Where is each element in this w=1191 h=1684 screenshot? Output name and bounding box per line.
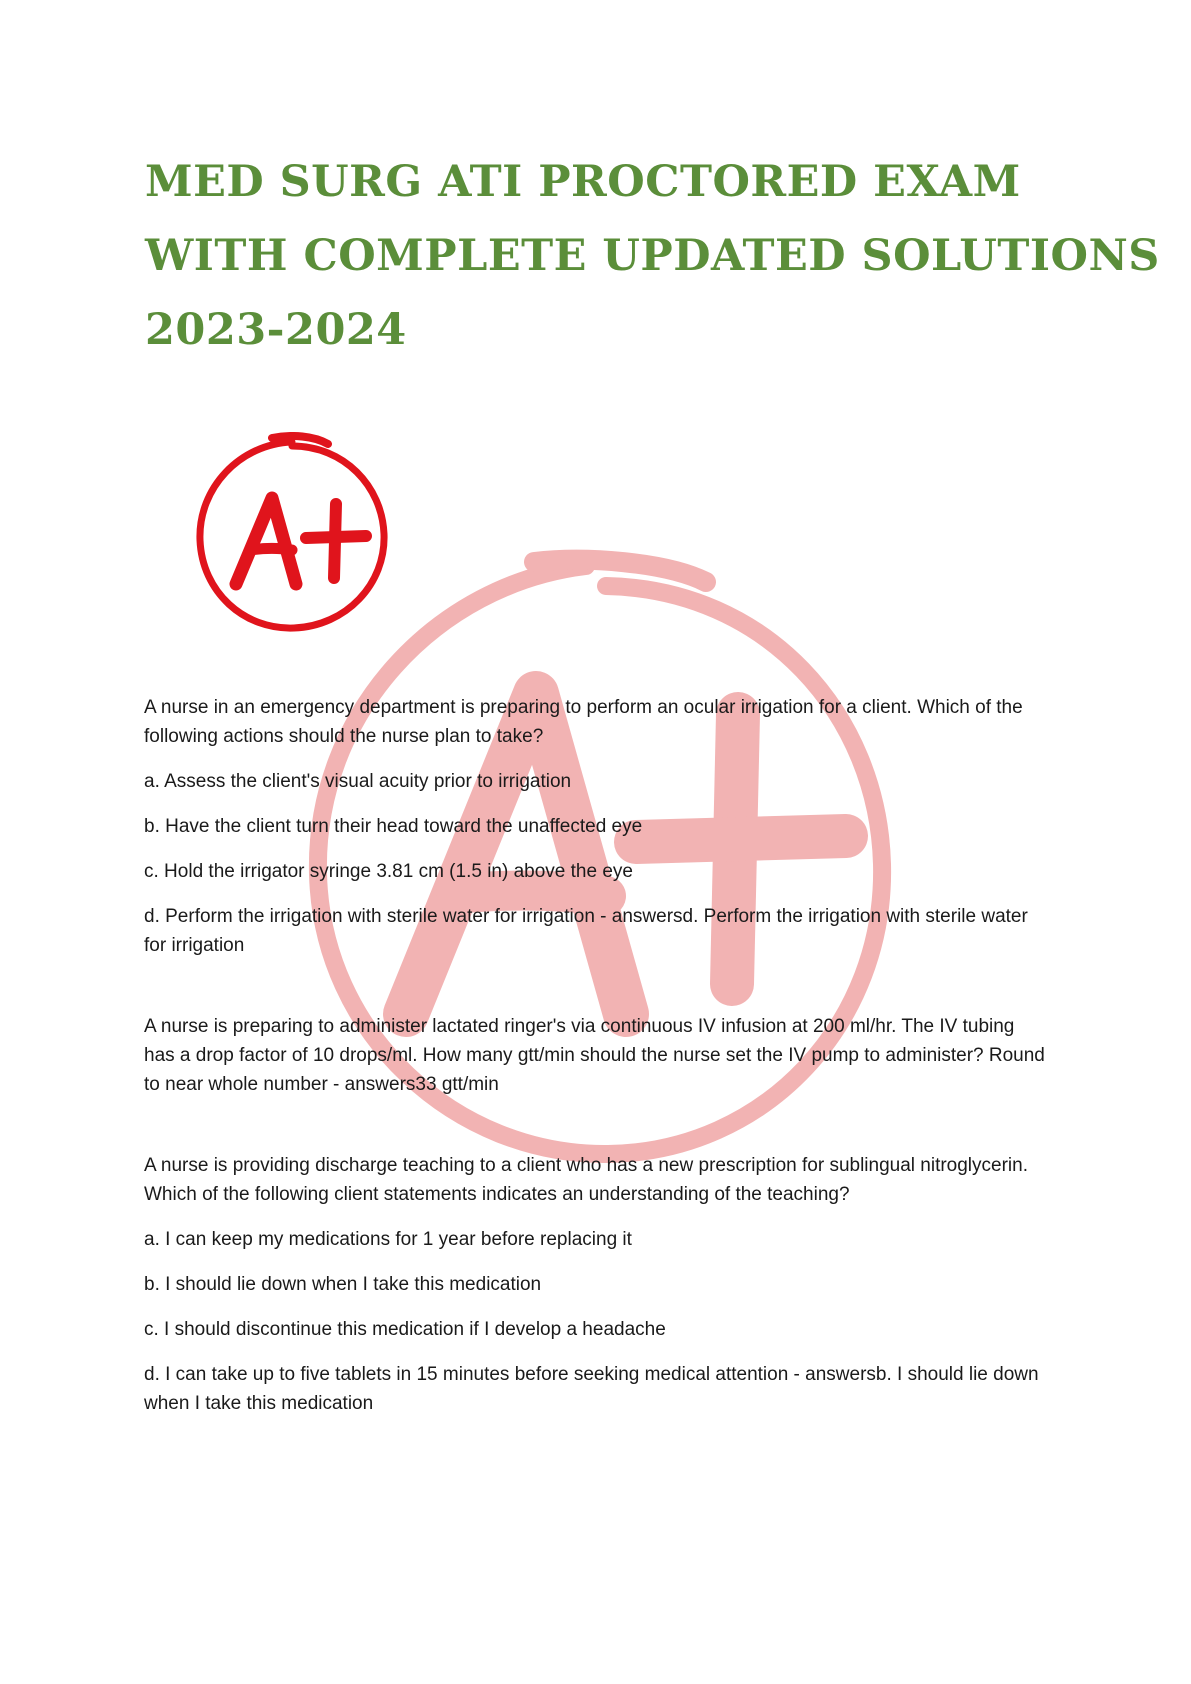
question-block-1 [144,693,1049,960]
page-title [145,145,1160,367]
question-3-option-b: b. I should lie down when I take this medication [144,1274,542,1295]
question-1-option-c: c. Hold the irrigator syringe 3.81 cm (1.5 in) above the eye [144,861,633,882]
a-plus-grade-icon [188,432,398,640]
question-3-option-c: c. I should discontinue this medication if I develop a headache [144,1319,666,1340]
question-3-option-d-answer: d. I can take up to five tablets in 15 minutes before seeking medical attention - answersb. I should lie down when I take this medication [144,1364,1039,1414]
question-1-stem: A nurse in an emergency department is preparing to perform an ocular irrigation for a client. Which of the following actions should the nurse plan to take? [144,697,1023,747]
question-3-stem: A nurse is providing discharge teaching to a client who has a new prescription for sublingual nitroglycerin. Which of the following client statements indicates an understanding of the teaching? [144,1155,1028,1205]
title-line-2: WITH COMPLETE UPDATED SOLUTIONS [145,231,1160,281]
title-line-3: 2023-2024 [145,305,407,355]
question-1-option-d-answer: d. Perform the irrigation with sterile water for irrigation - answersd. Perform the irrigation with sterile water for irrigation [144,906,1028,956]
question-block-3 [144,1151,1049,1418]
question-list [144,693,1049,1418]
question-1-option-b: b. Have the client turn their head toward the unaffected eye [144,816,643,837]
question-block-2 [144,1012,1049,1099]
question-2-stem-answer: A nurse is preparing to administer lactated ringer's via continuous IV infusion at 200 ml/hr. The IV tubing has a drop factor of 10 drops/ml. How many gtt/min should the nurse set the IV pump to administer? Round to near whole number - answers33 gtt/min [144,1016,1045,1095]
title-line-1: MED SURG ATI PROCTORED EXAM [145,157,1021,207]
question-1-option-a: a. Assess the client's visual acuity prior to irrigation [144,771,572,792]
question-3-option-a: a. I can keep my medications for 1 year before replacing it [144,1229,632,1250]
